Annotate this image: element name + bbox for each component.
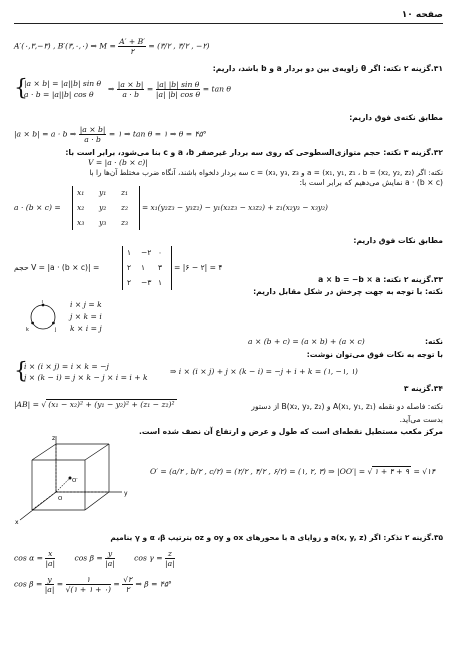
- q33-eq-bottom: j × (k − i) = j × k − j × i = i + k: [24, 373, 148, 382]
- cos-alpha-frac: [45, 549, 55, 568]
- det-cell: ۲: [127, 263, 132, 272]
- q31-brace: {: [14, 76, 28, 101]
- q32-volume-formula: V = |a · (b × c)|: [88, 158, 148, 167]
- frac-num: y: [105, 549, 115, 559]
- q32-vol-lhs: حجم V = |a · (b × c)| =: [14, 263, 100, 272]
- final-lhs: cos β =: [14, 579, 43, 589]
- frac-den: |a|: [105, 559, 115, 568]
- q33-brace: {: [14, 359, 28, 384]
- frac-den: a · b: [84, 135, 101, 144]
- cross-rule: k × i = j: [70, 324, 102, 333]
- det-cell: ۰: [158, 248, 163, 257]
- frac-den: a · b: [122, 90, 139, 99]
- det-cell: −۲: [141, 248, 152, 257]
- midpoint-equation: [14, 37, 209, 56]
- points-text: A′(۰,۳,−۳) , B′(۳,۰,۰) ⇒ M =: [14, 41, 116, 51]
- cross-rule: i × j = k: [70, 300, 102, 309]
- midpoint-result: = (۳/۲ , ۳/۲ , −۲): [148, 41, 210, 51]
- q31-line: [14, 125, 207, 144]
- frac-den: √(۱ + ۱ + ۰): [65, 585, 111, 594]
- frac-num: |a × b|: [79, 125, 106, 134]
- axis-label: z: [52, 435, 56, 442]
- origin-label: O: [58, 496, 63, 502]
- det-cell: y₁: [99, 188, 107, 197]
- frac-num: x: [45, 549, 55, 559]
- rotation-circle-icon: [26, 300, 60, 334]
- frac-den: |a| |b| cos θ: [155, 90, 201, 99]
- frac-num: √۲: [123, 575, 133, 584]
- q32-det-expansion: = x₁(y₂z₃ − y₃z₂) − y₁(x₂z₃ − x₃z₂) + z₁(x₂y₃ − x₃y₂): [142, 203, 328, 212]
- q32-title: ۳۲.گزینه ۳ نکته: حجم متوازی‌السطوحی که روی سه بردار غیرصفر a ،b و c بنا می‌شود، برابر است با:: [65, 148, 443, 157]
- q31-eq-top: |a × b| = |a||b| sin θ: [24, 79, 102, 88]
- q32-determinant: [72, 186, 140, 230]
- q33-note2: با توجه به نکات فوق می‌توان نوشت:: [306, 350, 443, 359]
- det-cell: ۱: [158, 278, 163, 287]
- center-result: = √۱۴: [413, 467, 436, 476]
- q33-note: نکته: با توجه به جهت چرخش در شکل مقابل داریم:: [253, 287, 443, 296]
- q31-line-lhs: |a × b| = a · b ⇒: [14, 129, 77, 139]
- q35-cos-row: [14, 549, 175, 568]
- q33-eq-result: ⇒ i × (i × j) + j × (k − i) = −j + i + k = (۱, −۱, ۱): [170, 367, 358, 376]
- q31-tan: = tan θ: [202, 84, 231, 94]
- q31-frac2: [156, 80, 201, 99]
- q32-line3: a · (b × c) نمایش می‌دهیم که برابر است با:: [299, 178, 443, 187]
- frac-den: |a|: [45, 559, 56, 568]
- det-cell: ۱: [127, 248, 132, 257]
- frac-num: |a × b|: [117, 80, 144, 89]
- det-cell: ۱: [141, 263, 146, 272]
- q34-title: ۳۴.گزینه ۳: [403, 384, 443, 393]
- axis-label: y: [124, 490, 128, 497]
- frac-num: A′ + B′: [119, 37, 145, 46]
- q32-volume-determinant: [122, 246, 172, 290]
- q32-det-lhs: a · (b × c) =: [14, 203, 61, 212]
- q32-note: مطابق نکات فوق داریم:: [353, 236, 443, 245]
- q35-title: ۳۵.گزینه ۲ تذکر: اگر (a(x, y, z و زوایای a با محورهای ox و oy و oz بترتیب α ،β و γ بنامیم: [110, 533, 443, 542]
- frac-den: |a|: [44, 585, 55, 594]
- cos-alpha: cos α =: [14, 553, 44, 563]
- q34-distance: |AB| = √ (x₁ − x₂)² + (y₁ − y₂)² + (z₁ − z₂)²: [14, 400, 175, 409]
- axis-label: x: [15, 519, 19, 526]
- det-cell: ۳: [158, 263, 163, 272]
- det-cell: −۳: [141, 278, 152, 287]
- q35-final: cos β = $\frac{y}{|a|}$ = ۱ √(۱ + ۱ + ۰) = √۲ ۲ ⇒ β = ۴۵°: [14, 575, 172, 594]
- det-cell: y₂: [99, 203, 107, 212]
- midpoint-fraction: [118, 37, 146, 56]
- cuboid-diagram: [14, 434, 134, 526]
- cos-gamma-frac: [165, 549, 175, 568]
- q33-eq-top: i × (i × j) = i × k = −j: [24, 362, 109, 371]
- cross-rule: j × k = i: [70, 312, 102, 321]
- final-frac3: [122, 575, 133, 594]
- q31-line-frac: [79, 125, 107, 144]
- frac-num: y: [45, 575, 55, 585]
- q33-distributive: a × (b + c) = (a × b) + (a × c): [248, 337, 365, 346]
- header-rule: [14, 23, 443, 24]
- det-cell: ۲: [127, 278, 132, 287]
- center-lhs: O′ = (a/۲ , b/۲ , c/۲) = (۲/۲ , ۴/۲ , ۶/۲) = (۱, ۲, ۳) ⇒ |OO′| =: [150, 467, 366, 476]
- page-number: صفحه ۱۰: [401, 10, 443, 20]
- det-cell: x₂: [77, 203, 85, 212]
- cos-beta-frac: [105, 549, 115, 568]
- dist-radicand: (x₁ − x₂)² + (y₁ − y₂)² + (z₁ − z₂)²: [48, 400, 175, 409]
- det-cell: z₁: [121, 188, 129, 197]
- center-radicand: ۱ + ۴ + ۹: [374, 467, 410, 476]
- frac-den: ۲: [130, 47, 135, 56]
- q31-note: مطابق نکته‌ی فوق داریم:: [349, 113, 443, 122]
- center-label: O′: [72, 478, 78, 484]
- det-cell: x₁: [77, 188, 85, 197]
- q31-ratio: ⇒ $\frac{|a \times b|}{a \cdot b}$ = $\frac{\text{|a| |b| sin θ}}{\text{|a| |b| cos θ}}$ = tan θ: [108, 80, 231, 99]
- det-cell: z₂: [121, 203, 129, 212]
- dist-lhs: |AB| =: [14, 400, 39, 409]
- circle-label: k: [26, 327, 29, 333]
- q31-eq-bottom: a · b = |a||b| cos θ: [24, 90, 94, 99]
- final-frac2: [66, 575, 111, 594]
- frac-num: ۱: [66, 575, 111, 585]
- q34-note: نکته: فاصله دو نقطه (A(x₁, y₁, z₁ و (B(x₂, y₂, z₂ از دستور: [251, 402, 443, 411]
- frac-num: z: [165, 549, 175, 559]
- frac-den: ۲: [125, 585, 130, 594]
- cos-gamma: cos γ =: [134, 553, 163, 563]
- q33-distributive-prefix: نکته:: [424, 337, 443, 346]
- cos-beta: cos β =: [74, 553, 103, 563]
- q33-title: ۳۳.گزینه ۲ نکته: a × b = −b × a: [318, 275, 443, 284]
- q34-center: O′ = (a/۲ , b/۲ , c/۲) = (۲/۲ , ۴/۲ , ۶/۲) = (۱, ۲, ۳) ⇒ |OO′| = √ ۱ + ۴ + ۹ = √۱۴: [150, 467, 436, 476]
- q32-vol-result: = |۶ − ۲| = ۴: [174, 263, 223, 272]
- q34-center-note: مرکز مکعب مستطیل نقطه‌ای است که طول و عرض و ارتفاع آن نصف شده است.: [138, 427, 443, 436]
- frac-den: |a|: [165, 559, 175, 568]
- det-cell: z₃: [121, 218, 129, 227]
- q34-tail: بدست می‌آید.: [399, 415, 443, 424]
- frac-num: |a| |b| sin θ: [156, 80, 200, 89]
- final-result: ⇒ β = ۴۵°: [135, 579, 172, 589]
- circle-label: j: [55, 327, 57, 333]
- det-cell: x₃: [77, 218, 85, 227]
- q31-title: ۳۱.گزینه ۲ نکته: اگر θ زاویه‌ی بین دو بردار a و b باشد، داریم:: [212, 64, 443, 73]
- circle-label: i: [41, 300, 43, 305]
- q32-line2: نکته: اگر (a = (x₁, y₁, z₁ ، b = (x₂, y₂, z₂ و c = (x₃, y₃, z₃ سه بردار دلخواه باشند، آنگاه ضرب مختلط آن‌ها را با: [89, 168, 443, 177]
- final-frac1: [45, 575, 55, 594]
- det-cell: y₃: [99, 218, 107, 227]
- q31-line-result: = ۱ ⇒ tan θ = ۱ ⇒ θ = ۴۵°: [108, 129, 207, 139]
- q31-frac1: [117, 80, 145, 99]
